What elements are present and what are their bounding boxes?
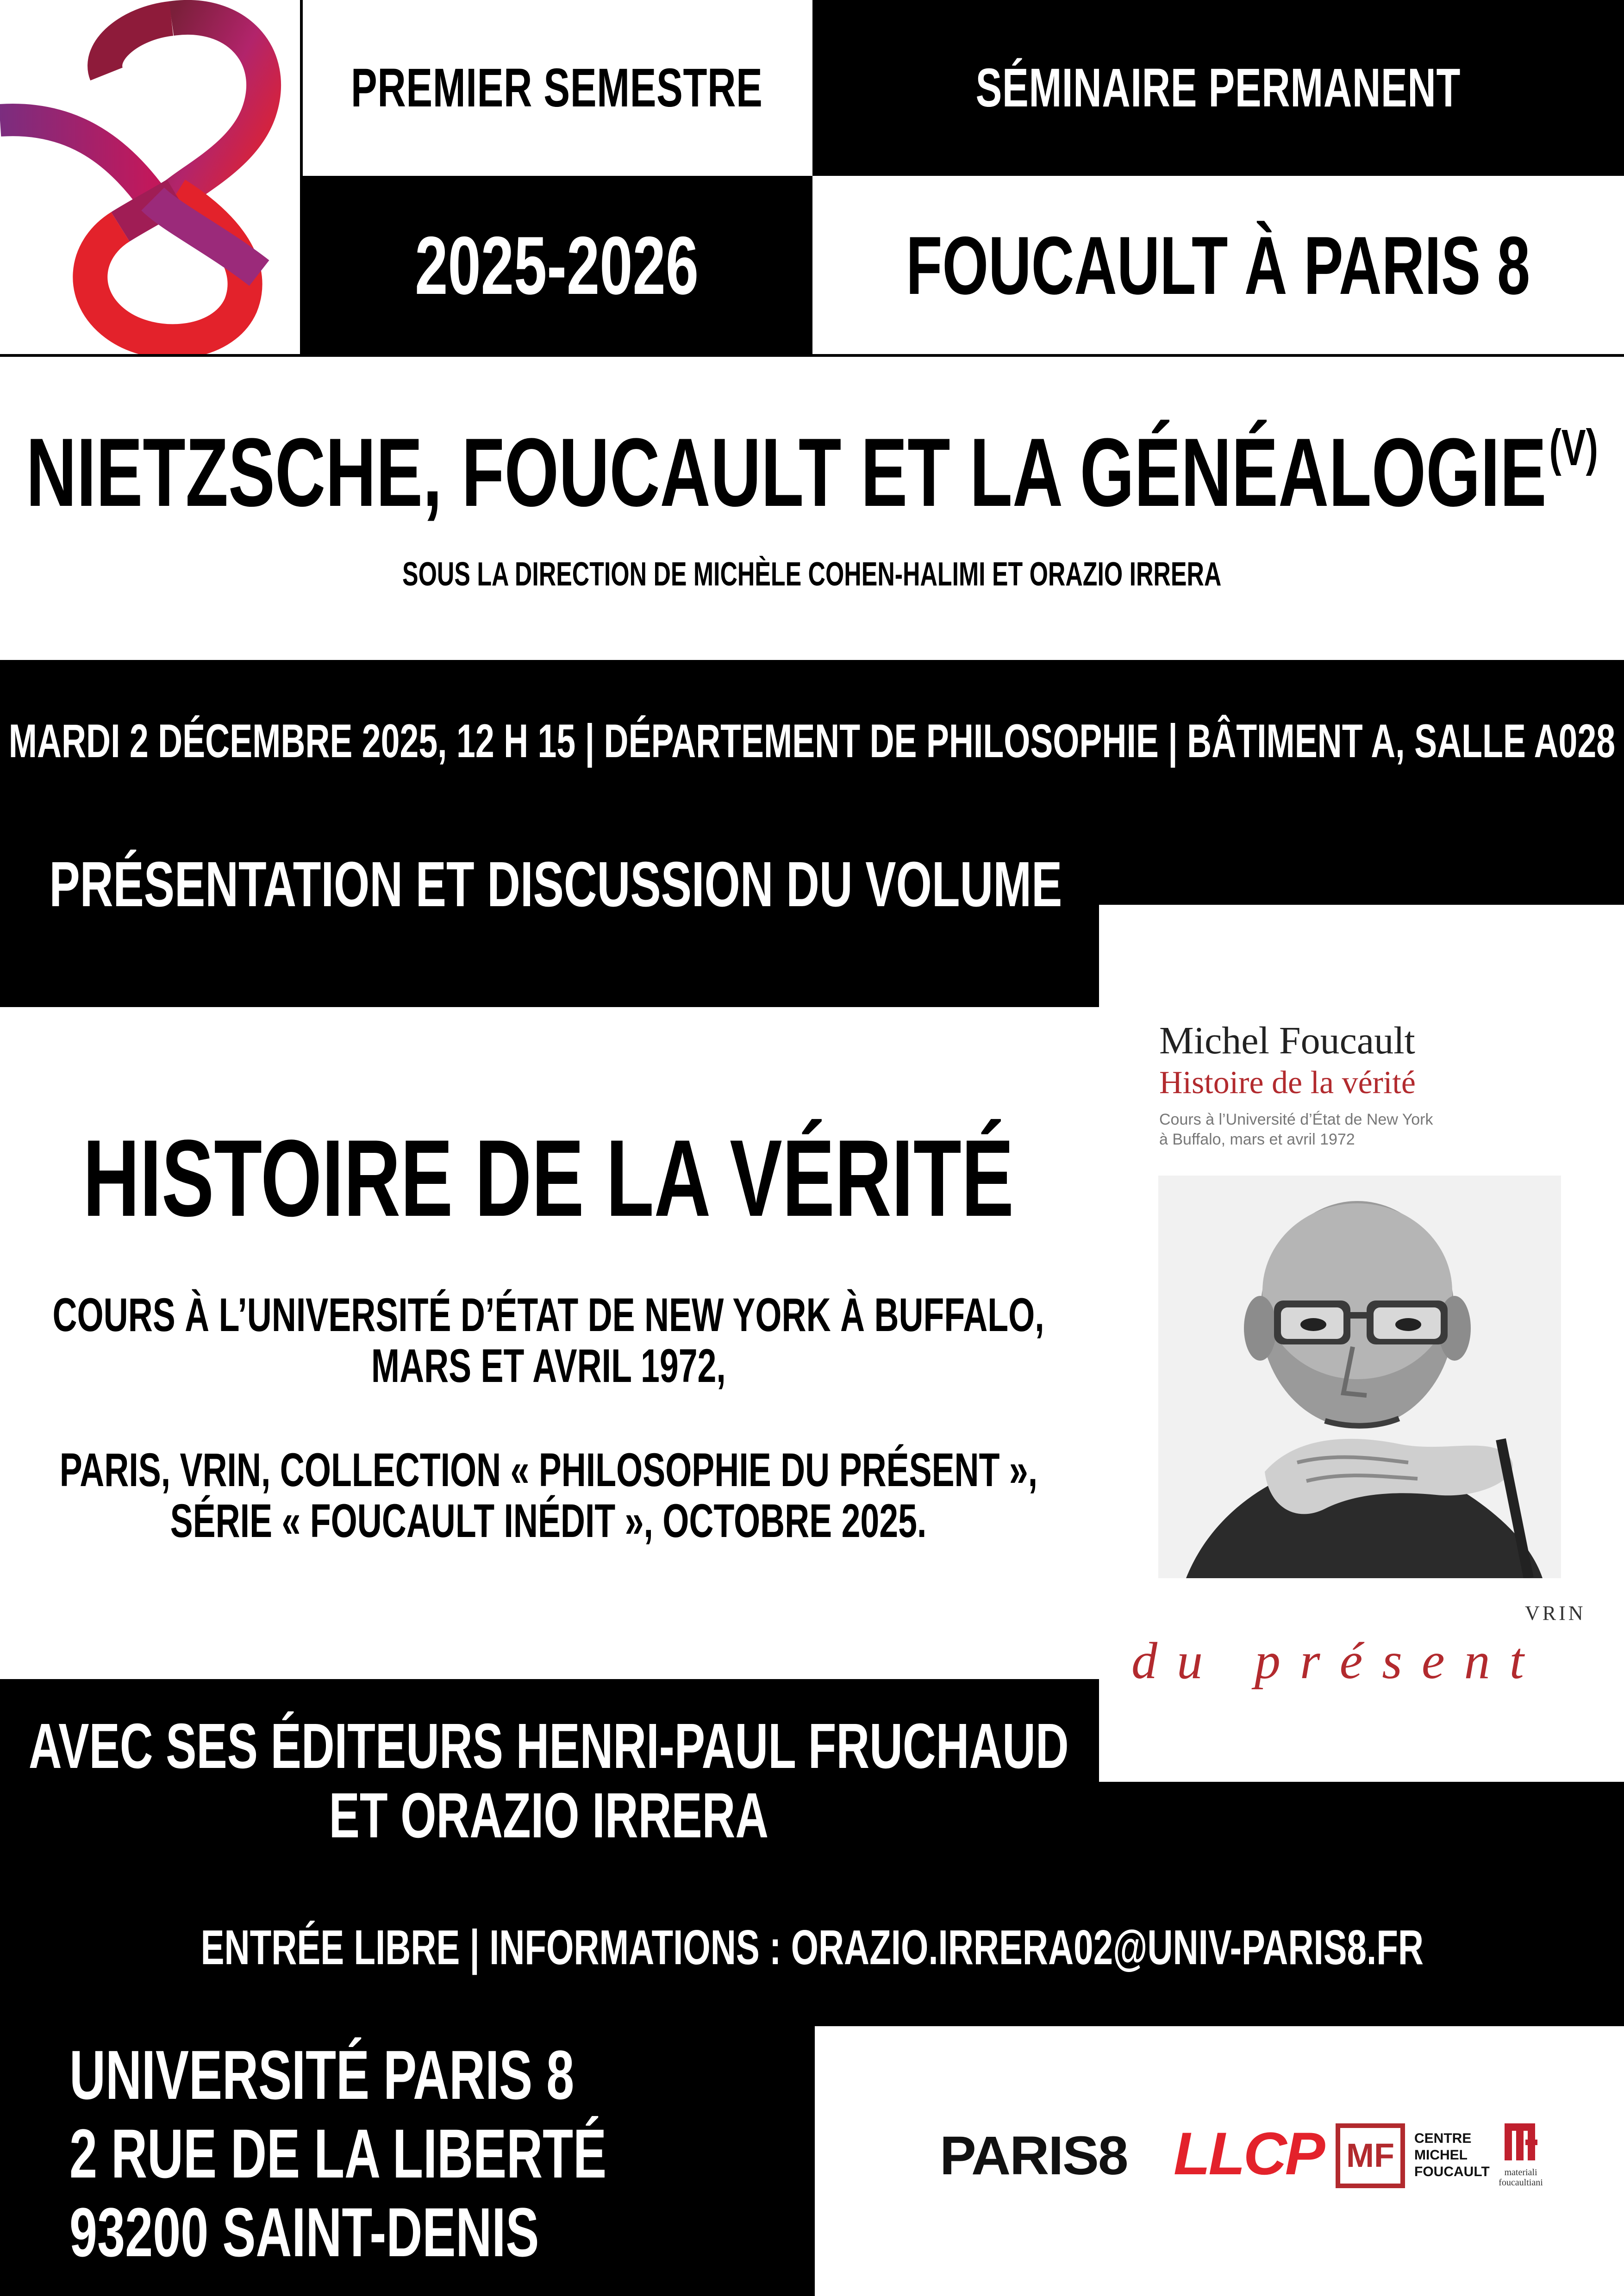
direction-line: SOUS LA DIRECTION DE MICHÈLE COHEN-HALIMI ET ORAZIO IRRERA bbox=[402, 556, 1222, 593]
header-years-cell bbox=[301, 176, 812, 355]
event-info: MARDI 2 DÉCEMBRE 2025, 12 H 15 | DÉPARTEMENT DE PHILOSOPHIE | BÂTIMENT A, SALLE A028 bbox=[8, 714, 1616, 767]
mf-logo: materiali foucaultiani bbox=[1495, 2119, 1546, 2202]
paris8-logo bbox=[940, 2123, 1128, 2188]
title-block bbox=[0, 357, 1624, 660]
book-line-3: PARIS, VRIN, COLLECTION « PHILOSOPHIE DU PRÉSENT », bbox=[59, 1443, 1038, 1496]
cover-author: Michel Foucault bbox=[1159, 1019, 1415, 1062]
address-block bbox=[0, 2026, 815, 2296]
semester-label: PREMIER SEMESTRE bbox=[350, 57, 763, 118]
session-number: (V) bbox=[1549, 419, 1598, 476]
cover-series: du présent bbox=[1131, 1632, 1543, 1690]
seminar-label: SÉMINAIRE PERMANENT bbox=[975, 57, 1461, 118]
cover-subtitle-1: Cours à l’Université d’État de New York bbox=[1159, 1111, 1433, 1128]
book-line-2: MARS ET AVRIL 1972, bbox=[371, 1339, 726, 1392]
cmf-logo bbox=[1336, 2123, 1405, 2188]
address-line-1: UNIVERSITÉ PARIS 8 bbox=[69, 2035, 575, 2114]
editors-line-2: ET ORAZIO IRRERA bbox=[329, 1780, 768, 1851]
logo-cell bbox=[0, 0, 301, 355]
llcp-logo bbox=[1174, 2119, 1323, 2188]
author-portrait bbox=[1158, 1176, 1561, 1578]
address-line-2: 2 RUE DE LA LIBERTÉ bbox=[69, 2114, 607, 2192]
address-line-3: 93200 SAINT-DENIS bbox=[69, 2193, 539, 2271]
cover-publisher: VRIN bbox=[1525, 1602, 1586, 1624]
presentation-label: PRÉSENTATION ET DISCUSSION DU VOLUME bbox=[49, 848, 1062, 920]
header-semester-cell bbox=[301, 0, 812, 176]
paris8-8-logo-icon bbox=[0, 0, 301, 355]
book-line-4: SÉRIE « FOUCAULT INÉDIT », OCTOBRE 2025. bbox=[170, 1494, 927, 1547]
llcp-logo-text: LLCP bbox=[1174, 2120, 1324, 2187]
partner-logos bbox=[815, 2026, 1624, 2296]
book-cover bbox=[1099, 905, 1624, 1782]
header-series-cell bbox=[812, 176, 1624, 355]
cmf-logo-mark: MF bbox=[1346, 2137, 1394, 2174]
series-title: FOUCAULT À PARIS 8 bbox=[906, 219, 1530, 311]
header-seminar-cell bbox=[812, 0, 1624, 176]
header-divider-vertical bbox=[300, 0, 303, 355]
book-title: HISTOIRE DE LA VÉRITÉ bbox=[83, 1117, 1014, 1239]
mf-logo-icon bbox=[1502, 2119, 1539, 2165]
cover-subtitle-2: à Buffalo, mars et avril 1972 bbox=[1159, 1131, 1355, 1148]
paris8-logo-text: PARIS8 bbox=[940, 2125, 1128, 2186]
cover-title: Histoire de la vérité bbox=[1159, 1065, 1416, 1101]
book-details bbox=[0, 1007, 1097, 1679]
seminar-theme-title: NIETZSCHE, FOUCAULT ET LA $GÉNÉALOGIE^{(V)}$ bbox=[26, 418, 1598, 527]
cmf-logo-label: CENTRE MICHEL FOUCAULT bbox=[1414, 2131, 1490, 2179]
book-line-1: COURS À L’UNIVERSITÉ D’ÉTAT DE NEW YORK À BUFFALO, bbox=[52, 1288, 1045, 1341]
editors-line-1: AVEC SES ÉDITEURS HENRI-PAUL FRUCHAUD bbox=[28, 1710, 1069, 1782]
academic-year: 2025-2026 bbox=[415, 219, 699, 311]
contact-info: ENTRÉE LIBRE | INFORMATIONS : ORAZIO.IRRERA02@UNIV-PARIS8.FR bbox=[200, 1920, 1424, 1975]
